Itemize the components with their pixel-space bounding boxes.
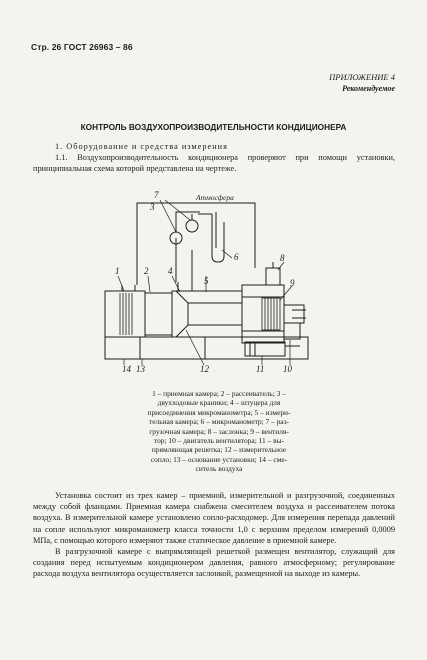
diagram-label-13: 13	[136, 364, 145, 374]
figure-caption	[108, 389, 330, 474]
page-header: Стр. 26 ГОСТ 26963 – 86	[31, 42, 133, 52]
caption-line: грузочная камера; 8 – заслонка; 9 – вентиля-	[149, 426, 289, 436]
intro-paragraph: 1.1. Воздухопроизводительность кондиционера проверяют при помощи установки, принципиальная схема которой представлена на чертеже.	[33, 153, 395, 174]
diagram-label-4: 4	[168, 266, 173, 276]
section-title: КОНТРОЛЬ ВОЗДУХОПРОИЗВОДИТЕЛЬНОСТИ КОНДИЦИОНЕРА	[80, 122, 347, 132]
diagram-label-9: 9	[290, 278, 295, 288]
diagram-label-2: 2	[144, 266, 149, 276]
diagram-label-1: 1	[115, 266, 120, 276]
diagram-label-14: 14	[122, 364, 131, 374]
subheading: 1. Оборудование и средства измерения	[55, 142, 228, 151]
caption-line: прямляющая решетка; 12 – измерительное	[151, 445, 287, 455]
atmosphere-label: Атмосфера	[196, 193, 234, 202]
diagram-label-11: 11	[256, 364, 265, 374]
caption-line: тельная камера; 6 – микроманометр; 7 – раз-	[149, 417, 289, 427]
caption-line: присоединения микроманометра; 5 – измери-	[147, 407, 291, 417]
body-paragraph-1: Установка состоит из трех камер – приемной, измерительной и разгрузочной, соединенных между собой фланцами. Приемная камера снабжена смесителем воздуха и рассеивателем потока воздуха. В измерительной камере установлено сопло-расходомер. Для измерения перепада давлений на сопле используют микроманометр класса точности 1,0 с верхним пределом измерений 0,0009 МПа, с помощью которого измеряют также статическое давление в приемной камере.	[33, 491, 395, 545]
body-paragraph-2: В разгрузочной камере с выпрямляющей решеткой размещен вентилятор, служащий для создания перед испытуемым кондиционером давления, равного атмосферному; регулирование расхода воздуха вентилятора осуществляется заслонкой, размещенной на выходе из камеры.	[33, 547, 395, 579]
diagram-label-8: 8	[280, 253, 285, 263]
caption-line: тор; 10 – двигатель вентилятора; 11 – вы-	[153, 436, 285, 446]
diagram-label-5: 5	[204, 276, 209, 286]
diagram-label-12: 12	[200, 364, 209, 374]
caption-line: 1 – приемная камера; 2 – рассеиватель; 3 –	[152, 389, 286, 398]
diagram-label-10: 10	[283, 364, 292, 374]
caption-line: сопло; 13 – основание установки; 14 – сме-	[150, 454, 288, 464]
appendix-note: Рекомендуемое	[342, 84, 395, 93]
diagram-label-6: 6	[234, 252, 239, 262]
unloading-chamber	[242, 285, 284, 343]
caption-line: двухходовые краники; 4 – штуцера для	[157, 398, 281, 408]
body-text	[33, 490, 395, 580]
diagram-label-3: 3	[150, 202, 155, 212]
caption-line: ситель воздуха	[195, 464, 243, 474]
diagram-label-7: 7	[154, 190, 159, 200]
appendix-title: ПРИЛОЖЕНИЕ 4	[329, 72, 395, 82]
receiving-chamber	[105, 291, 145, 337]
